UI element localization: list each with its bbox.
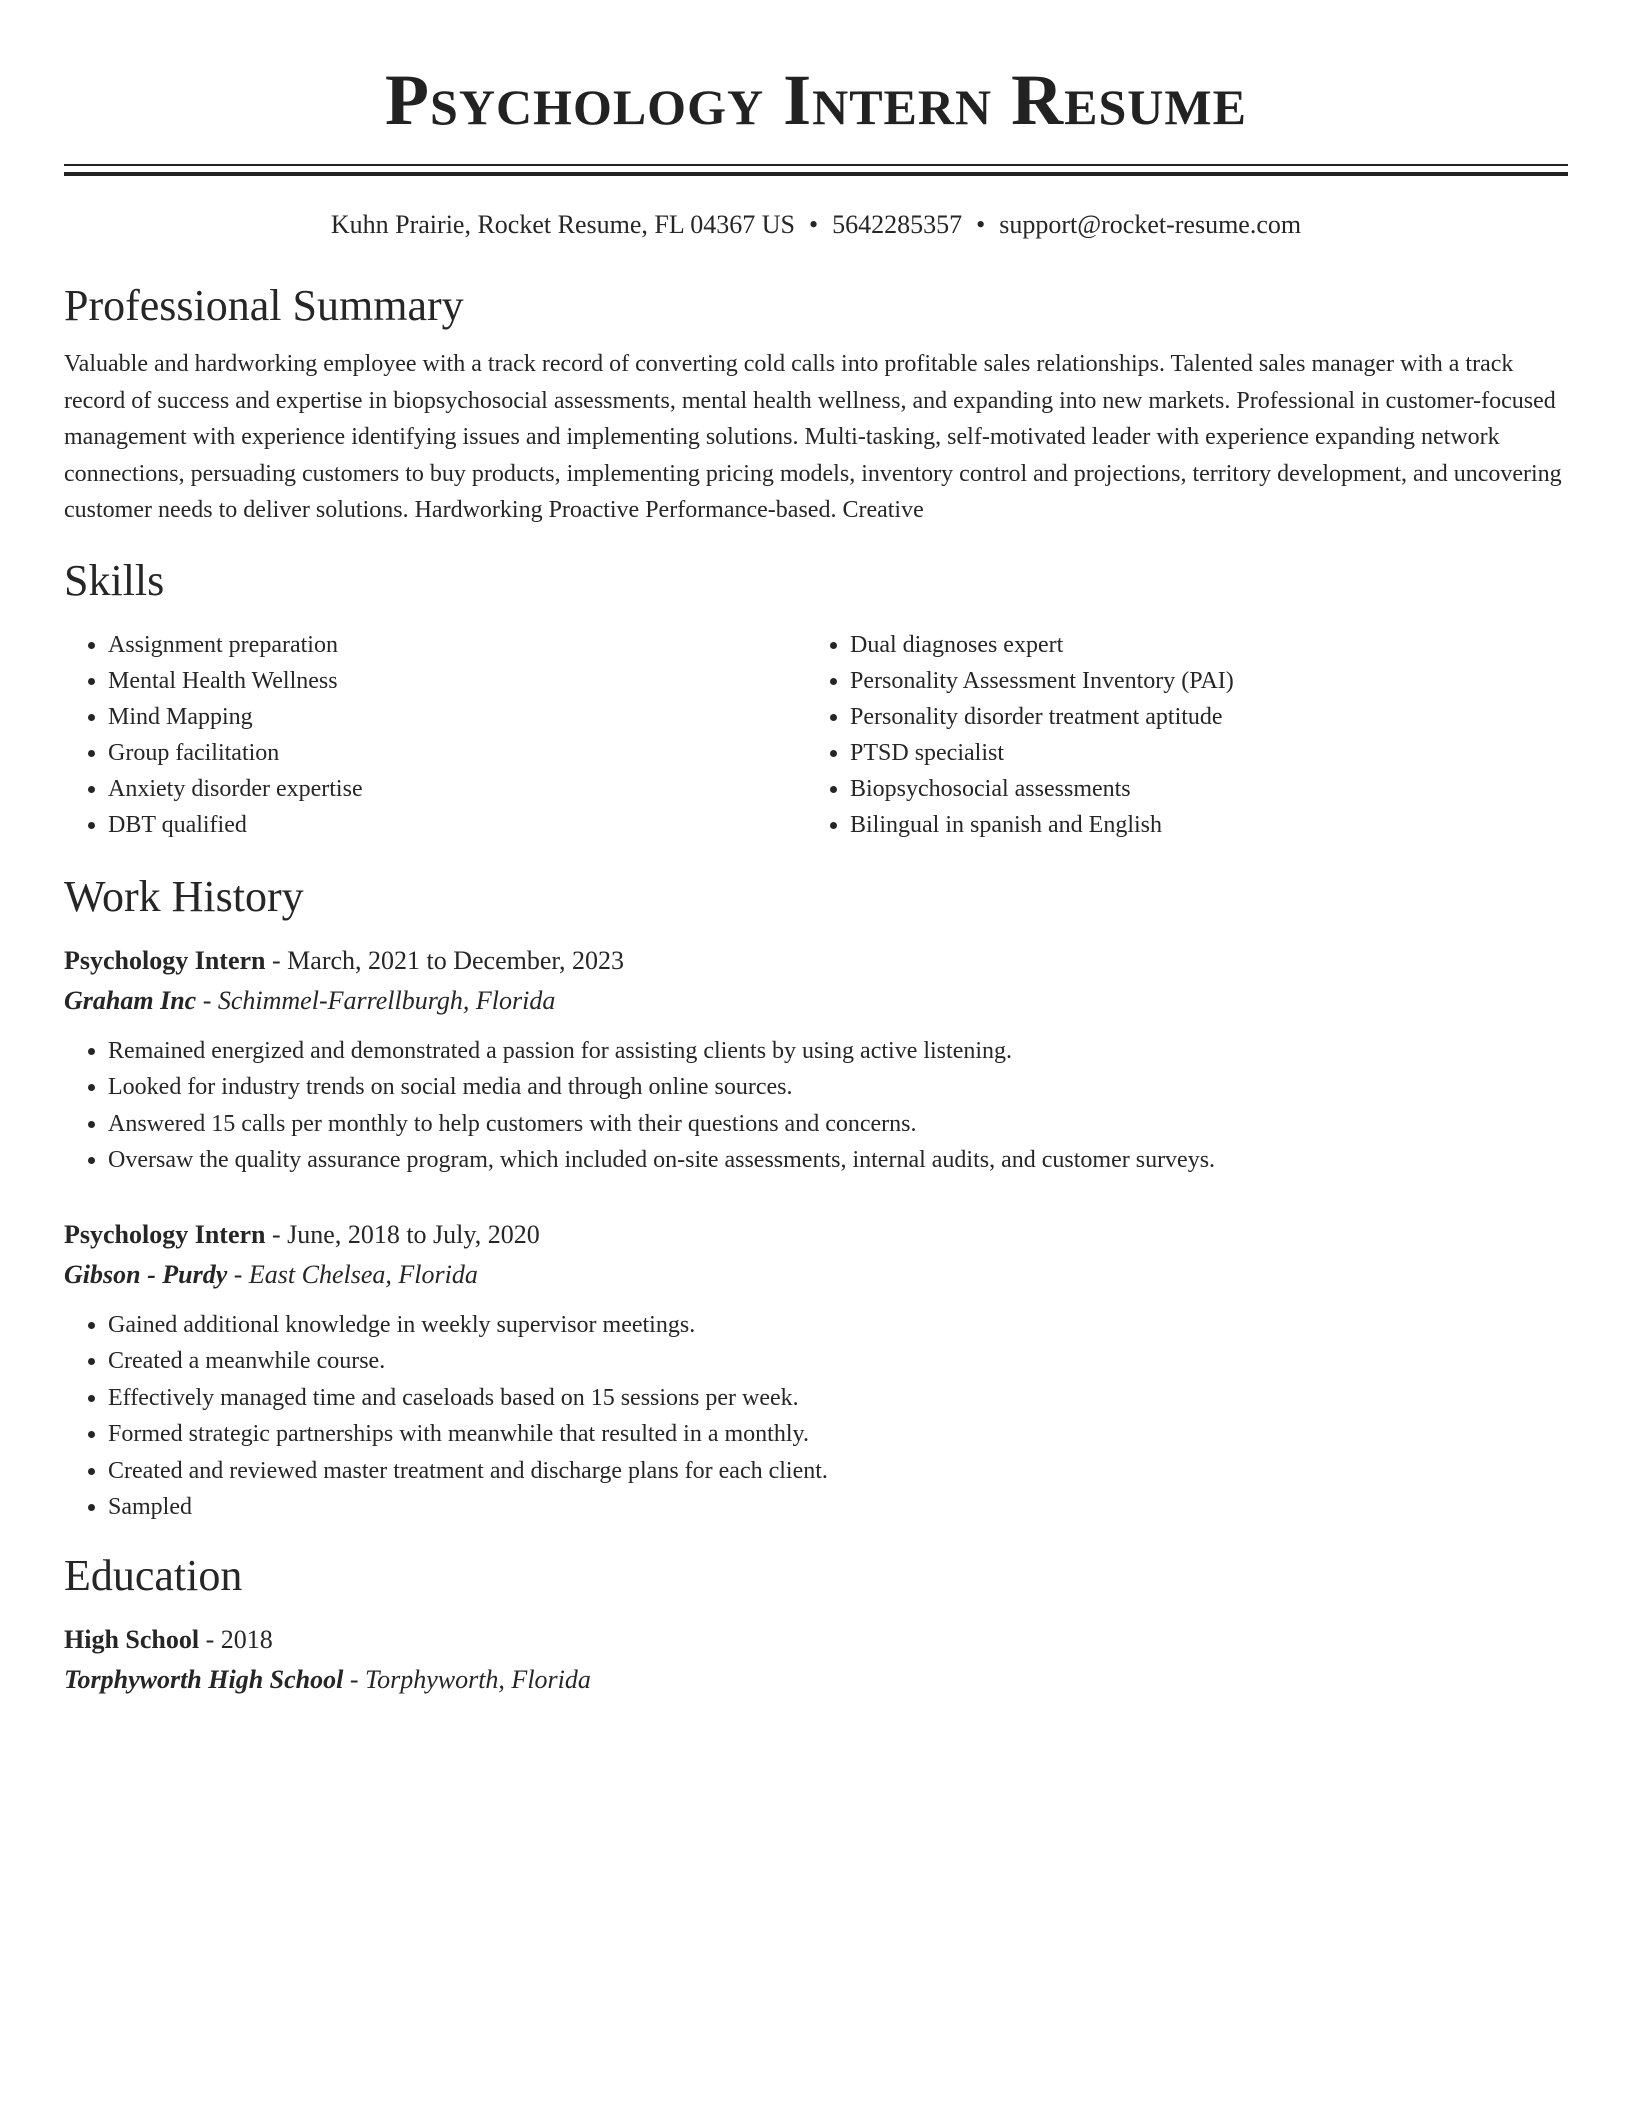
education-school: Torphyworth High School [64,1664,344,1694]
job-duty: • Answered 15 calls per monthly to help customers with their questions and concerns. [108,1106,1568,1143]
skill-item: • Biopsychosocial assessments [850,771,1568,807]
job-duty: • Oversaw the quality assurance program, which included on-site assessments, internal audits, and customer surveys. [108,1142,1568,1179]
skills-column-right [806,627,1568,843]
skills-list [64,627,1568,843]
contact-separator: • [976,210,986,239]
job-company-line [64,1255,1568,1295]
job-duties [64,1033,1568,1179]
job-duty: • Created a meanwhile course. [108,1343,1568,1380]
job-title: Psychology Intern [64,945,266,975]
work-history-heading: Work History [64,871,304,921]
job-company-line [64,981,1568,1021]
education-heading: Education [64,1550,243,1600]
contact-line [64,208,1568,242]
skill-item: • DBT qualified [108,807,806,843]
education-location: - Torphyworth, Florida [343,1664,591,1694]
job-duties [64,1307,1568,1526]
job-title: Psychology Intern [64,1219,266,1249]
education-entry [64,1620,1568,1700]
job-dates: - June, 2018 to July, 2020 [265,1219,540,1249]
job-duty: • Effectively managed time and caseloads based on 15 sessions per week. [108,1380,1568,1417]
contact-separator: • [808,210,819,239]
skills-column-left [64,627,806,843]
job-title-line [64,1215,1568,1255]
job-location: - Schimmel-Farrellburgh, Florida [196,985,556,1015]
job-title-line [64,941,1568,981]
resume-page [64,0,1568,1700]
contact-email: support@rocket-resume.com [999,210,1302,239]
summary-text: Valuable and hardworking employee with a track record of converting cold calls into profitable sales relationships. Talented sales manager with a track record of success and expertise in biopsychosocial assessments, mental health wellness, and expanding into new markets. Professional in customer-focused management with experience identifying issues and implementing solutions. Multi-tasking, self-motivated leader with experience expanding network connections, persuading customers to buy products, implementing pricing models, inventory control and projections, territory development, and uncovering customer needs to deliver solutions. Hardworking Proactive Performance-based. Creative [64,351,1562,524]
skill-item: • Group facilitation [108,735,806,771]
job-entry [64,1215,1568,1526]
education-year: - 2018 [199,1624,273,1654]
job-company: Graham Inc [64,985,197,1015]
job-duty: • Formed strategic partnerships with meanwhile that resulted in a monthly. [108,1416,1568,1453]
skill-item: • Dual diagnoses expert [850,627,1568,663]
skills-heading: Skills [64,555,165,605]
summary-heading: Professional Summary [64,281,464,330]
skill-item: • PTSD specialist [850,735,1568,771]
job-duty: • Remained energized and demonstrated a passion for assisting clients by using active listening. [108,1033,1568,1070]
resume-title: Psychology Intern Resume [385,60,1247,140]
title-divider [64,164,1568,176]
skill-item: • Personality disorder treatment aptitude [850,699,1568,735]
education-school-line [64,1660,1568,1700]
job-duty: • Looked for industry trends on social media and through online sources. [108,1069,1568,1106]
job-location: - East Chelsea, Florida [227,1259,478,1289]
job-duty: • Created and reviewed master treatment and discharge plans for each client. [108,1453,1568,1490]
job-duty: • Sampled [108,1489,1568,1526]
contact-phone: 5642285357 [832,210,963,239]
education-degree-line [64,1620,1568,1660]
education-degree: High School [64,1624,200,1654]
job-dates: - March, 2021 to December, 2023 [265,945,625,975]
skill-item: • Anxiety disorder expertise [108,771,806,807]
skill-item: • Mind Mapping [108,699,806,735]
contact-address: Kuhn Prairie, Rocket Resume, FL 04367 US [330,210,795,239]
skill-item: • Assignment preparation [108,627,806,663]
skill-item: • Mental Health Wellness [108,663,806,699]
job-company: Gibson - Purdy [64,1259,228,1289]
job-entry [64,941,1568,1179]
job-duty: • Gained additional knowledge in weekly supervisor meetings. [108,1307,1568,1344]
skill-item: • Bilingual in spanish and English [850,807,1568,843]
skill-item: • Personality Assessment Inventory (PAI) [850,663,1568,699]
